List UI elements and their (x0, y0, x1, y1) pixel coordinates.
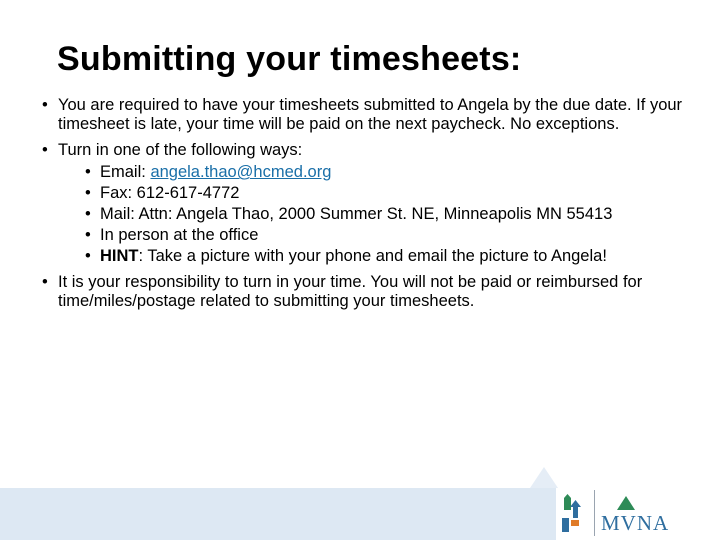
logo-text: MVNA (601, 511, 670, 535)
hint-text: : Take a picture with your phone and email the picture to Angela! (138, 247, 607, 265)
list-item-mail: • Mail: Attn: Angela Thao, 2000 Summer St. NE, Minneapolis MN 55413 (74, 205, 702, 224)
slide-content (42, 96, 702, 318)
logo-divider (594, 490, 595, 536)
list-item-email (74, 163, 702, 182)
list-item-hint (74, 247, 702, 266)
house-shapes-icon (560, 492, 590, 536)
email-label: Email: (100, 163, 151, 181)
arrow-icon (570, 500, 581, 507)
bullet-responsibility: • It is your responsibility to turn in your time. You will not be paid or reimbursed for time/miles/postage related to submitting your timesheets. (42, 273, 702, 311)
list-item-fax: • Fax: 612-617-4772 (74, 184, 702, 203)
hint-label: HINT (100, 247, 139, 265)
submission-ways-label: Turn in one of the following ways: (58, 141, 303, 159)
submission-ways-list (58, 163, 702, 266)
bullet-submission-ways (42, 141, 702, 266)
list-item-in-person: • In person at the office (74, 226, 702, 245)
logo-triangle-icon (617, 496, 635, 510)
bullet-timesheet-deadline: • You are required to have your timesheets submitted to Angela by the due date. If your timesheet is late, your time will be paid on the next paycheck. No exceptions. (42, 96, 702, 134)
footer-triangle (530, 467, 558, 488)
email-link[interactable]: angela.thao@hcmed.org (150, 163, 332, 181)
slide-title: Submitting your timesheets: (57, 40, 522, 78)
